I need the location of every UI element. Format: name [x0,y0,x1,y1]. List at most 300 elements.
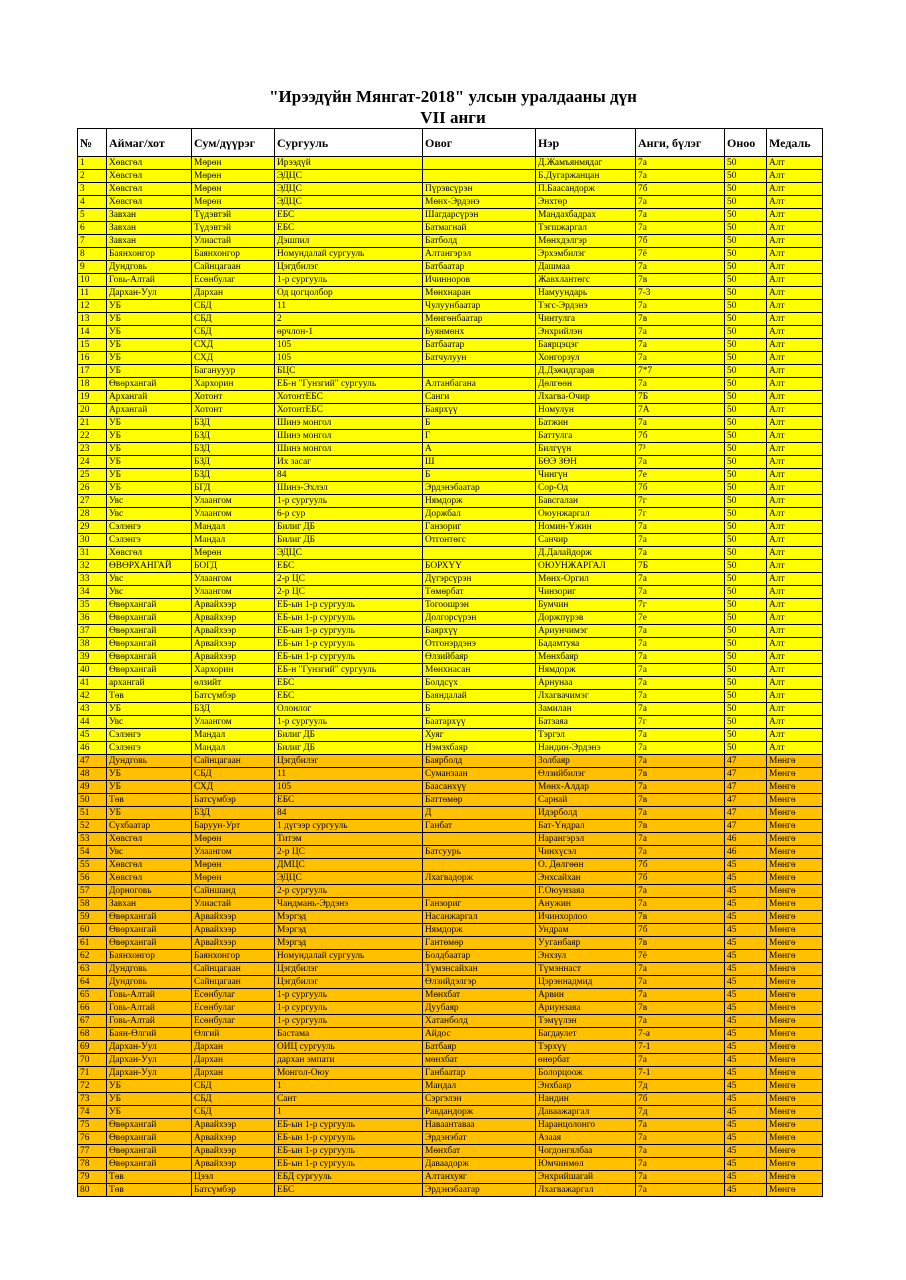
cell-class: 7б [636,924,725,937]
column-header: Нэр [536,129,636,157]
table-row [78,1106,823,1119]
cell-district: СХД [192,339,275,352]
cell-number: 32 [78,560,107,573]
cell-name: Нарангэрэл [536,833,636,846]
cell-surname: Мөнгөнбаатар [423,313,536,326]
cell-surname: Алтанбагана [423,378,536,391]
cell-number: 13 [78,313,107,326]
cell-district: Дархан [192,1067,275,1080]
cell-school: Билиг ДБ [275,534,423,547]
cell-school: Титэм [275,833,423,846]
table-row [78,651,823,664]
cell-class: 7в [636,274,725,287]
cell-province: УБ [107,469,192,482]
cell-medal: Мөнгө [767,872,823,885]
cell-school: 1-р сургууль [275,989,423,1002]
cell-school: ЕБ-ын 1-р сургууль [275,625,423,638]
cell-school: Олонлог [275,703,423,716]
cell-surname: Батбаатар [423,339,536,352]
cell-school: Цэгдбилэг [275,963,423,976]
cell-score: 50 [725,456,767,469]
cell-name: Д.Жамъянмядаг [536,157,636,170]
cell-school: 2-р ЦС [275,586,423,599]
cell-score: 50 [725,339,767,352]
cell-province: УБ [107,781,192,794]
cell-district: Баянхонгор [192,248,275,261]
cell-score: 50 [725,222,767,235]
cell-surname [423,833,536,846]
cell-school: Номундалай сургууль [275,248,423,261]
cell-score: 50 [725,196,767,209]
cell-province: Өвөрхангай [107,1119,192,1132]
cell-class: 7³ [636,443,725,456]
cell-school: ЕБ-ын 1-р сургууль [275,638,423,651]
cell-province: УБ [107,443,192,456]
cell-province: Өвөрхангай [107,638,192,651]
cell-medal: Алт [767,183,823,196]
cell-school: 1 [275,1080,423,1093]
table-row [78,456,823,469]
cell-score: 50 [725,287,767,300]
cell-number: 53 [78,833,107,846]
cell-district: Есөнбулаг [192,1002,275,1015]
cell-school: 2-р ЦС [275,573,423,586]
cell-surname: Ганбаатар [423,1067,536,1080]
cell-name: Тэрхүү [536,1041,636,1054]
cell-school: 6-р сур [275,508,423,521]
cell-province: Завхан [107,235,192,248]
cell-score: 46 [725,846,767,859]
cell-class: 7б [636,482,725,495]
cell-name: БӨЭ ЗӨН [536,456,636,469]
cell-score: 45 [725,1171,767,1184]
cell-surname: Чулуунбаатар [423,300,536,313]
cell-medal: Алт [767,612,823,625]
cell-name: Болорцоож [536,1067,636,1080]
cell-surname: Д [423,807,536,820]
cell-name: Наранцолонго [536,1119,636,1132]
cell-class: 7б [636,859,725,872]
cell-number: 36 [78,612,107,625]
cell-name: Батзаяа [536,716,636,729]
cell-province: УБ [107,352,192,365]
cell-name: Оюунжаргал [536,508,636,521]
cell-medal: Мөнгө [767,937,823,950]
cell-school: ЕБ-ын 1-р сургууль [275,612,423,625]
cell-medal: Алт [767,521,823,534]
cell-medal: Мөнгө [767,755,823,768]
cell-class: 7а [636,157,725,170]
cell-class: 7а [636,586,725,599]
cell-province: Баян-Өлгий [107,1028,192,1041]
cell-surname [423,885,536,898]
cell-province: Увс [107,495,192,508]
cell-name: Дашмаа [536,261,636,274]
cell-school: 105 [275,339,423,352]
cell-province: Увс [107,846,192,859]
column-header: Медаль [767,129,823,157]
table-row [78,482,823,495]
cell-surname [423,157,536,170]
cell-medal: Алт [767,222,823,235]
column-header: Овог [423,129,536,157]
cell-school: Од цогцолбор [275,287,423,300]
cell-province: Өвөрхангай [107,599,192,612]
cell-name: Санчир [536,534,636,547]
cell-school: Шинэ-Эхлэл [275,482,423,495]
cell-number: 68 [78,1028,107,1041]
cell-district: Улаангом [192,508,275,521]
cell-number: 4 [78,196,107,209]
cell-number: 24 [78,456,107,469]
cell-province: Дундговь [107,261,192,274]
cell-number: 27 [78,495,107,508]
cell-class: 7а [636,222,725,235]
cell-class: 7а [636,1184,725,1197]
cell-district: БЗД [192,703,275,716]
cell-surname: Наваантаваа [423,1119,536,1132]
cell-score: 50 [725,690,767,703]
cell-medal: Алт [767,690,823,703]
cell-medal: Алт [767,274,823,287]
cell-medal: Алт [767,586,823,599]
cell-school: 1-р сургууль [275,1002,423,1015]
cell-province: Төв [107,1184,192,1197]
cell-class: 7а [636,209,725,222]
column-header: Сургууль [275,129,423,157]
cell-district: СБД [192,1080,275,1093]
cell-name: Чогдонгялбаа [536,1145,636,1158]
cell-school: Их засаг [275,456,423,469]
cell-province: УБ [107,417,192,430]
cell-surname: Төмөрбат [423,586,536,599]
cell-province: Сэлэнгэ [107,521,192,534]
cell-district: Мандал [192,729,275,742]
table-row [78,443,823,456]
cell-score: 45 [725,950,767,963]
cell-province: Хөвсгөл [107,183,192,196]
cell-name: П.Баасандорж [536,183,636,196]
cell-score: 50 [725,365,767,378]
cell-name: Энхзул [536,950,636,963]
cell-school: 2 [275,313,423,326]
cell-medal: Алт [767,573,823,586]
cell-number: 21 [78,417,107,430]
cell-school: Шинэ монгол [275,417,423,430]
cell-class: 7а [636,742,725,755]
cell-score: 50 [725,599,767,612]
cell-name: Номин-Үжин [536,521,636,534]
cell-score: 50 [725,170,767,183]
table-row [78,1054,823,1067]
cell-district: Арвайхээр [192,1132,275,1145]
cell-class: 7а [636,703,725,716]
cell-medal: Мөнгө [767,1184,823,1197]
cell-district: Арвайхээр [192,937,275,950]
table-row [78,820,823,833]
cell-class: 7а [636,196,725,209]
cell-number: 10 [78,274,107,287]
cell-number: 70 [78,1054,107,1067]
cell-number: 17 [78,365,107,378]
table-row [78,963,823,976]
cell-school: ЕБС [275,690,423,703]
cell-district: Хотонт [192,404,275,417]
cell-district: Есөнбулаг [192,989,275,1002]
cell-number: 48 [78,768,107,781]
cell-school: 11 [275,300,423,313]
cell-class: 7в [636,313,725,326]
cell-class: 7а [636,781,725,794]
cell-school: 1 дүгээр сургууль [275,820,423,833]
cell-district: Хотонт [192,391,275,404]
cell-class: 7г [636,599,725,612]
cell-medal: Алт [767,378,823,391]
cell-name: Ариунчимэг [536,625,636,638]
cell-class: 7а [636,690,725,703]
cell-province: Өвөрхангай [107,937,192,950]
cell-name: Г.Оюунзаяа [536,885,636,898]
cell-number: 22 [78,430,107,443]
cell-score: 50 [725,495,767,508]
cell-class: 7а [636,300,725,313]
cell-surname: Санги [423,391,536,404]
cell-medal: Мөнгө [767,1119,823,1132]
cell-number: 55 [78,859,107,872]
cell-medal: Алт [767,391,823,404]
cell-medal: Алт [767,261,823,274]
cell-district: Арвайхээр [192,1158,275,1171]
cell-score: 50 [725,300,767,313]
cell-district: Хархорин [192,378,275,391]
cell-district: Мандал [192,742,275,755]
cell-name: Лхагва-Очир [536,391,636,404]
cell-surname: Өлзийдэлгэр [423,976,536,989]
cell-number: 6 [78,222,107,235]
cell-school: ЕБС [275,560,423,573]
cell-class: 7Б [636,560,725,573]
cell-medal: Мөнгө [767,1145,823,1158]
cell-school: 105 [275,352,423,365]
cell-medal: Алт [767,495,823,508]
cell-number: 41 [78,677,107,690]
cell-school: ЭДЦС [275,547,423,560]
cell-name: Батжин [536,417,636,430]
cell-school: ХотонтЕБС [275,391,423,404]
table-row [78,508,823,521]
cell-surname [423,170,536,183]
table-row [78,287,823,300]
cell-score: 50 [725,157,767,170]
cell-name: Тэргэл [536,729,636,742]
cell-school: Цэгдбилэг [275,755,423,768]
cell-class: 7а [636,170,725,183]
cell-score: 45 [725,1119,767,1132]
cell-medal: Алт [767,404,823,417]
table-row [78,833,823,846]
cell-surname [423,859,536,872]
cell-province: Архангай [107,391,192,404]
cell-medal: Мөнгө [767,781,823,794]
cell-name: Жавхлантөгс [536,274,636,287]
cell-province: Төв [107,690,192,703]
table-row [78,716,823,729]
cell-medal: Алт [767,560,823,573]
cell-district: Сайнцагаан [192,963,275,976]
cell-name: Д.Далайдорж [536,547,636,560]
cell-name: Лхагвачимэг [536,690,636,703]
cell-surname: Эрдэнэбаатар [423,482,536,495]
cell-score: 45 [725,1106,767,1119]
cell-province: Сэлэнгэ [107,534,192,547]
cell-school: 1-р сургууль [275,495,423,508]
cell-surname: Мандал [423,1080,536,1093]
cell-surname: Г [423,430,536,443]
cell-score: 46 [725,833,767,846]
table-row [78,521,823,534]
cell-medal: Алт [767,534,823,547]
cell-district: Сайнцагаан [192,261,275,274]
cell-class: 7б [636,235,725,248]
table-row [78,339,823,352]
cell-province: Дундговь [107,755,192,768]
cell-school: Монгол-Оюу [275,1067,423,1080]
cell-medal: Мөнгө [767,1002,823,1015]
cell-score: 50 [725,482,767,495]
cell-province: Дорноговь [107,885,192,898]
cell-district: Есөнбулаг [192,274,275,287]
cell-district: Баганууур [192,365,275,378]
cell-province: Дархан-Уул [107,1041,192,1054]
cell-number: 62 [78,950,107,963]
cell-district: Сайнцагаан [192,976,275,989]
cell-score: 50 [725,274,767,287]
cell-school: 84 [275,469,423,482]
table-row [78,495,823,508]
cell-surname: Долгорсүрэн [423,612,536,625]
table-row [78,573,823,586]
cell-score: 45 [725,1002,767,1015]
cell-number: 47 [78,755,107,768]
cell-name: Нандин [536,1093,636,1106]
table-row [78,976,823,989]
cell-number: 80 [78,1184,107,1197]
cell-medal: Алт [767,703,823,716]
cell-school: 1 [275,1106,423,1119]
cell-province: УБ [107,1080,192,1093]
cell-surname: Баяндалай [423,690,536,703]
cell-name: Нямдорж [536,664,636,677]
cell-district: Баянхонгор [192,950,275,963]
table-row [78,469,823,482]
cell-medal: Мөнгө [767,846,823,859]
cell-name: Бадамтуяа [536,638,636,651]
table-row [78,924,823,937]
cell-district: Арвайхээр [192,599,275,612]
table-row [78,859,823,872]
cell-number: 23 [78,443,107,456]
cell-class: 7а [636,352,725,365]
cell-score: 50 [725,521,767,534]
table-row [78,430,823,443]
cell-number: 75 [78,1119,107,1132]
cell-province: Хөвсгөл [107,157,192,170]
cell-number: 73 [78,1093,107,1106]
table-row [78,235,823,248]
cell-class: 7а [636,885,725,898]
cell-district: Арвайхээр [192,651,275,664]
table-row [78,157,823,170]
cell-district: СБД [192,768,275,781]
cell-number: 69 [78,1041,107,1054]
cell-surname: Мөнхбат [423,1145,536,1158]
cell-province: Өвөрхангай [107,664,192,677]
cell-medal: Алт [767,638,823,651]
table-row [78,313,823,326]
cell-surname: Хатанболд [423,1015,536,1028]
cell-province: Сэлэнгэ [107,729,192,742]
cell-name: Замилан [536,703,636,716]
cell-surname: Алтанхуяг [423,1171,536,1184]
table-row [78,1145,823,1158]
cell-score: 47 [725,781,767,794]
table-row [78,872,823,885]
cell-surname: Батмагнай [423,222,536,235]
cell-province: Увс [107,573,192,586]
cell-number: 72 [78,1080,107,1093]
cell-number: 5 [78,209,107,222]
cell-district: Есөнбулаг [192,1015,275,1028]
cell-class: 7б [636,1093,725,1106]
cell-number: 34 [78,586,107,599]
cell-score: 45 [725,976,767,989]
cell-score: 45 [725,872,767,885]
cell-medal: Алт [767,443,823,456]
table-row [78,1158,823,1171]
table-row [78,677,823,690]
cell-school: ДМЦС [275,859,423,872]
cell-school: Мэргэд [275,937,423,950]
cell-medal: Алт [767,339,823,352]
cell-score: 50 [725,560,767,573]
cell-school: ЕБ-ын 1-р сургууль [275,1145,423,1158]
cell-medal: Мөнгө [767,859,823,872]
cell-school: ЕБС [275,222,423,235]
table-row [78,391,823,404]
cell-score: 50 [725,417,767,430]
table-row [78,274,823,287]
cell-score: 50 [725,508,767,521]
table-row [78,1119,823,1132]
cell-name: Мөнх-Оргил [536,573,636,586]
cell-province: Өвөрхангай [107,651,192,664]
column-header: Оноо [725,129,767,157]
cell-medal: Алт [767,417,823,430]
cell-number: 59 [78,911,107,924]
cell-surname: Батчулуун [423,352,536,365]
cell-score: 50 [725,378,767,391]
cell-school: Дэшпил [275,235,423,248]
cell-number: 16 [78,352,107,365]
cell-surname: Б [423,703,536,716]
cell-number: 79 [78,1171,107,1184]
cell-district: СБД [192,1106,275,1119]
cell-school: Мэргэд [275,911,423,924]
cell-medal: Алт [767,196,823,209]
cell-score: 47 [725,794,767,807]
table-row [78,898,823,911]
cell-district: Улаангом [192,846,275,859]
